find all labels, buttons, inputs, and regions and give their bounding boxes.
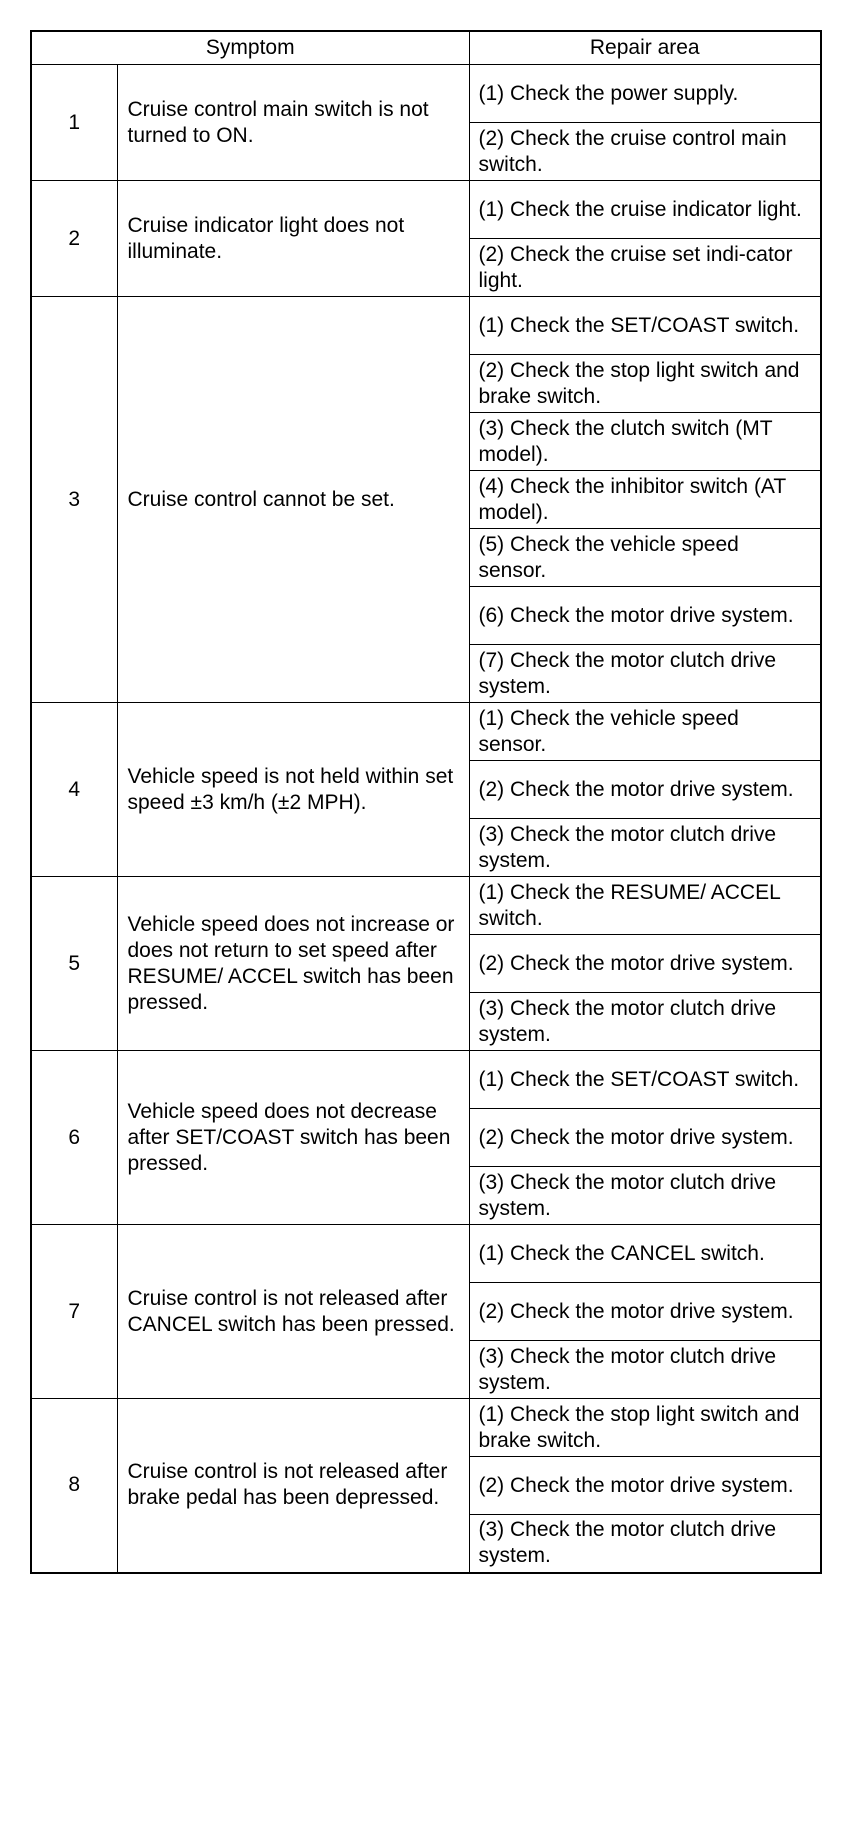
symptom-cell: Vehicle speed is not held within set speed ±3 km/h (±2 MPH). [117, 703, 469, 877]
table-row [31, 1225, 821, 1283]
symptom-cell: Cruise control is not released after CANCEL switch has been pressed. [117, 1225, 469, 1399]
repair-area-cell: (4) Check the inhibitor switch (AT model). [469, 471, 821, 529]
repair-area-cell: (1) Check the stop light switch and brake switch. [469, 1399, 821, 1457]
row-number: 1 [31, 65, 117, 181]
symptom-cell: Cruise control main switch is not turned to ON. [117, 65, 469, 181]
row-number: 2 [31, 181, 117, 297]
repair-area-cell: (2) Check the cruise set indi-cator light. [469, 239, 821, 297]
troubleshooting-table [30, 30, 822, 1574]
repair-area-cell: (7) Check the motor clutch drive system. [469, 645, 821, 703]
header-row [31, 31, 821, 65]
repair-area-cell: (1) Check the CANCEL switch. [469, 1225, 821, 1283]
repair-area-cell: (2) Check the motor drive system. [469, 761, 821, 819]
repair-area-cell: (3) Check the motor clutch drive system. [469, 1341, 821, 1399]
troubleshooting-table-container [30, 30, 820, 1574]
table-body [31, 65, 821, 1573]
repair-area-cell: (3) Check the clutch switch (MT model). [469, 413, 821, 471]
table-row [31, 1051, 821, 1109]
repair-area-cell: (5) Check the vehicle speed sensor. [469, 529, 821, 587]
table-row [31, 1399, 821, 1457]
repair-area-cell: (6) Check the motor drive system. [469, 587, 821, 645]
repair-area-cell: (1) Check the RESUME/ ACCEL switch. [469, 877, 821, 935]
row-number: 3 [31, 297, 117, 703]
repair-area-cell: (1) Check the power supply. [469, 65, 821, 123]
table-row [31, 297, 821, 355]
row-number: 4 [31, 703, 117, 877]
repair-area-cell: (2) Check the motor drive system. [469, 1457, 821, 1515]
repair-area-cell: (2) Check the cruise control main switch. [469, 123, 821, 181]
row-number: 7 [31, 1225, 117, 1399]
repair-area-cell: (1) Check the SET/COAST switch. [469, 297, 821, 355]
repair-area-cell: (3) Check the motor clutch drive system. [469, 1167, 821, 1225]
symptom-cell: Vehicle speed does not decrease after SET/COAST switch has been pressed. [117, 1051, 469, 1225]
table-row [31, 877, 821, 935]
repair-area-cell: (2) Check the motor drive system. [469, 935, 821, 993]
table-row [31, 703, 821, 761]
repair-area-cell: (2) Check the motor drive system. [469, 1283, 821, 1341]
repair-area-cell: (3) Check the motor clutch drive system. [469, 819, 821, 877]
repair-area-cell: (1) Check the vehicle speed sensor. [469, 703, 821, 761]
symptom-cell: Cruise control is not released after brake pedal has been depressed. [117, 1399, 469, 1573]
row-number: 8 [31, 1399, 117, 1573]
repair-area-header: Repair area [469, 31, 821, 65]
repair-area-cell: (3) Check the motor clutch drive system. [469, 1515, 821, 1573]
symptom-header: Symptom [31, 31, 469, 65]
repair-area-cell: (2) Check the stop light switch and brake switch. [469, 355, 821, 413]
repair-area-cell: (3) Check the motor clutch drive system. [469, 993, 821, 1051]
symptom-cell: Cruise control cannot be set. [117, 297, 469, 703]
symptom-cell: Vehicle speed does not increase or does not return to set speed after RESUME/ ACCEL switch has been pressed. [117, 877, 469, 1051]
row-number: 6 [31, 1051, 117, 1225]
symptom-cell: Cruise indicator light does not illuminate. [117, 181, 469, 297]
table-row [31, 65, 821, 123]
table-row [31, 181, 821, 239]
repair-area-cell: (1) Check the cruise indicator light. [469, 181, 821, 239]
repair-area-cell: (1) Check the SET/COAST switch. [469, 1051, 821, 1109]
repair-area-cell: (2) Check the motor drive system. [469, 1109, 821, 1167]
row-number: 5 [31, 877, 117, 1051]
